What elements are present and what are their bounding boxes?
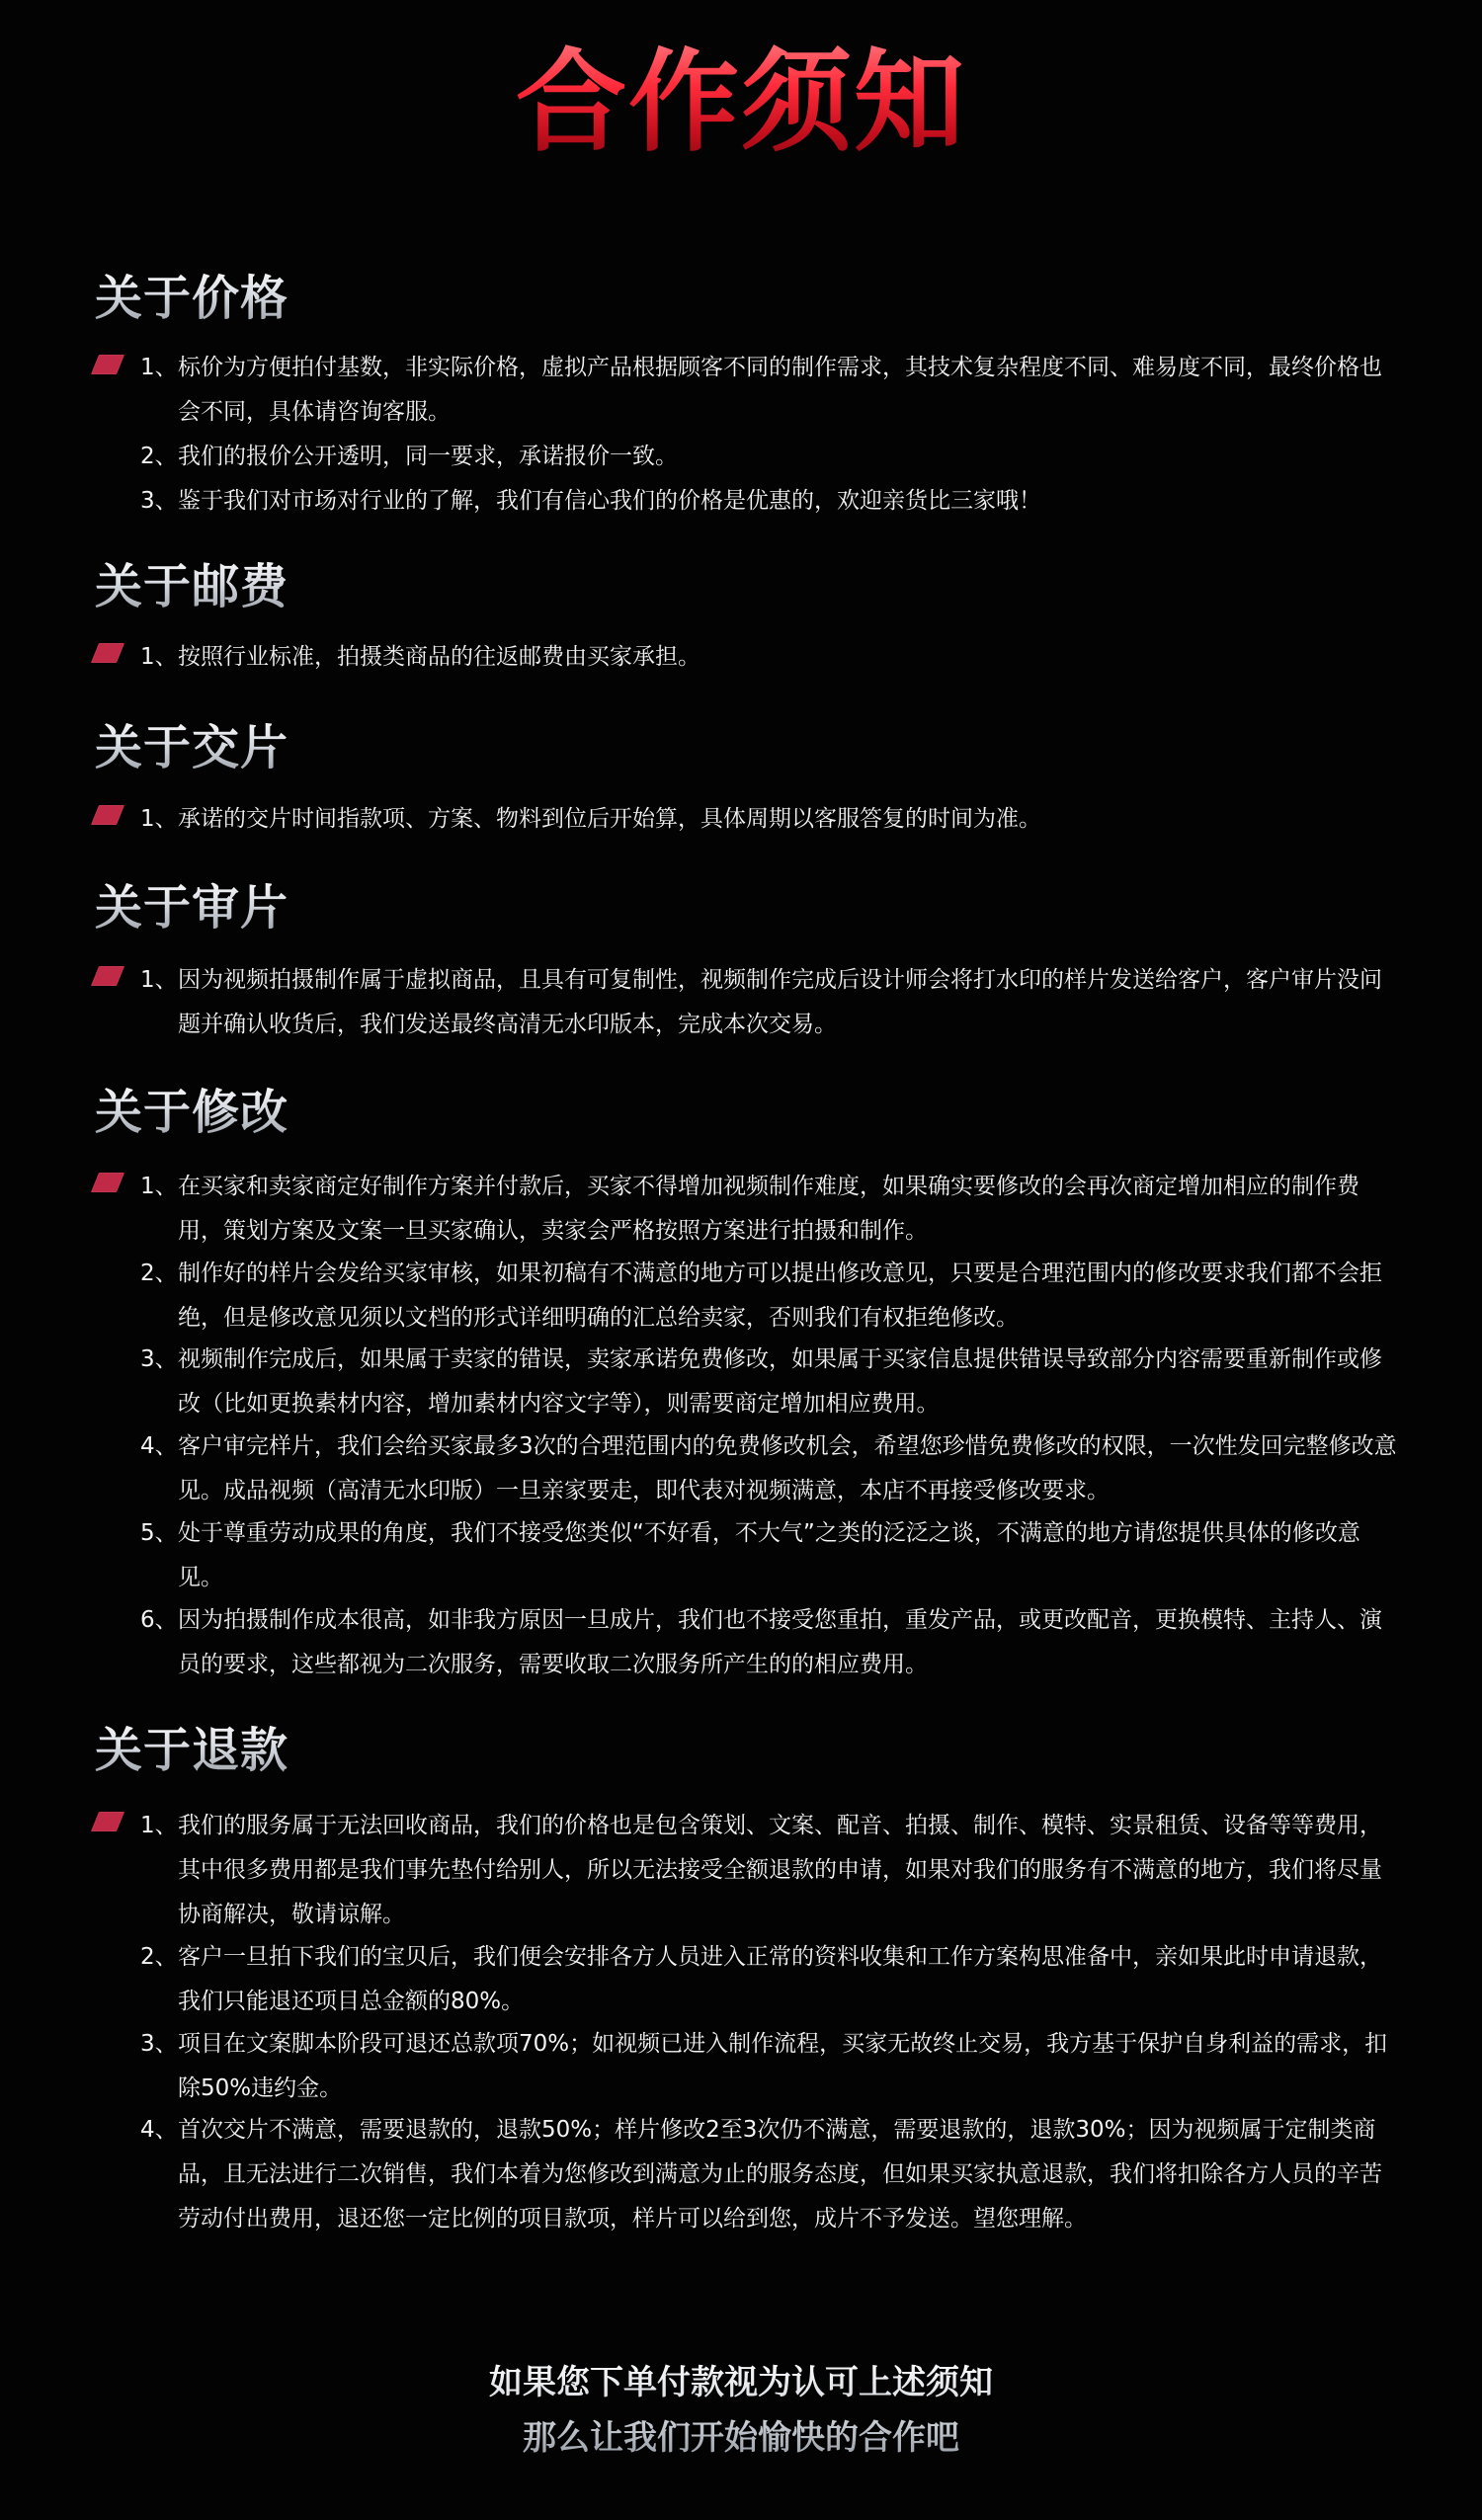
item-number: 1、 <box>140 355 178 380</box>
item-number: 5、 <box>140 1520 178 1546</box>
list-item <box>140 2022 1397 2111</box>
item-number: 4、 <box>140 1433 178 1459</box>
section-title-shipping: 关于邮费 <box>95 553 288 620</box>
item-text: 承诺的交片时间指款项、方案、物料到位后开始算，具体周期以客服答复的时间为准。 <box>178 806 1041 832</box>
item-text: 标价为方便拍付基数，非实际价格，虚拟产品根据顾客不同的制作需求，其技术复杂程度不同、难易度不同，最终价格也会不同，具体请咨询客服。 <box>178 355 1382 425</box>
item-text: 我们的服务属于无法回收商品，我们的价格也是包含策划、文案、配音、拍摄、制作、模特、实景租赁、设备等等费用，其中很多费用都是我们事先垫付给别人，所以无法接受全额退款的申请，如果对我们的服务有不满意的地方，我们将尽量协商解决，敬请谅解。 <box>178 1813 1382 1927</box>
item-number: 3、 <box>140 488 178 514</box>
footer-line-1: 如果您下单付款视为认可上述须知 <box>489 2363 993 2402</box>
item-number: 3、 <box>140 1346 178 1372</box>
section-title-delivery: 关于交片 <box>95 714 288 781</box>
footer-note <box>0 2355 1482 2466</box>
bullet-marker <box>91 355 124 374</box>
item-text: 制作好的样片会发给买家审核，如果初稿有不满意的地方可以提出修改意见，只要是合理范围内的修改要求我们都不会拒绝，但是修改意见须以文档的形式详细明确的汇总给卖家，否则我们有权拒绝修改。 <box>178 1260 1382 1331</box>
item-text: 因为视频拍摄制作属于虚拟商品，且具有可复制性，视频制作完成后设计师会将打水印的样片发送给客户，客户审片没问题并确认收货后，我们发送最终高清无水印版本，完成本次交易。 <box>178 967 1382 1037</box>
item-text: 按照行业标准，拍摄类商品的往返邮费由买家承担。 <box>178 644 700 670</box>
item-number: 1、 <box>140 644 178 670</box>
item-number: 1、 <box>140 967 178 993</box>
section-title-price: 关于价格 <box>95 265 288 332</box>
list-item <box>140 346 1397 435</box>
item-text: 鉴于我们对市场对行业的了解，我们有信心我们的价格是优惠的，欢迎亲货比三家哦！ <box>178 488 1041 514</box>
item-text: 客户一旦拍下我们的宝贝后，我们便会安排各方人员进入正常的资料收集和工作方案构思准备中，亲如果此时申请退款，我们只能退还项目总金额的80%。 <box>178 1944 1382 2014</box>
list-item <box>140 2108 1397 2241</box>
item-text: 我们的报价公开透明，同一要求，承诺报价一致。 <box>178 444 678 469</box>
item-number: 1、 <box>140 1174 178 1199</box>
page-title: 合作须知 <box>0 34 1482 172</box>
list-item <box>140 958 1397 1047</box>
item-text: 在买家和卖家商定好制作方案并付款后，买家不得增加视频制作难度，如果确实要修改的会再次商定增加相应的制作费用，策划方案及文案一旦买家确认，卖家会严格按照方案进行拍摄和制作。 <box>178 1174 1359 1244</box>
list-item <box>140 1511 1397 1600</box>
item-number: 1、 <box>140 806 178 832</box>
item-text: 首次交片不满意，需要退款的，退款50%；样片修改2至3次仍不满意，需要退款的，退款30%；因为视频属于定制类商品，且无法进行二次销售，我们本着为您修改到满意为止的服务态度，但如果买家执意退款，我们将扣除各方人员的辛苦劳动付出费用，退还您一定比例的项目款项，样片可以给到您，成片不予发送。望您理解。 <box>178 2117 1382 2232</box>
bullet-marker <box>91 643 124 663</box>
item-text: 处于尊重劳动成果的角度，我们不接受您类似“不好看，不大气”之类的泛泛之谈，不满意的地方请您提供具体的修改意见。 <box>178 1520 1360 1590</box>
item-number: 1、 <box>140 1813 178 1838</box>
item-number: 2、 <box>140 1944 178 1970</box>
list-item <box>140 1804 1397 1937</box>
item-text: 因为拍摄制作成本很高，如非我方原因一旦成片，我们也不接受您重拍，重发产品，或更改配音，更换模特、主持人、演员的要求，这些都视为二次服务，需要收取二次服务所产生的的相应费用。 <box>178 1607 1382 1677</box>
list-item <box>140 635 1397 680</box>
list-item <box>140 1598 1397 1687</box>
list-item <box>140 1935 1397 2024</box>
section-title-refund: 关于退款 <box>95 1717 288 1784</box>
list-item <box>140 479 1397 524</box>
list-item <box>140 1338 1397 1426</box>
bullet-marker <box>91 1812 124 1831</box>
section-title-review: 关于审片 <box>95 874 288 941</box>
item-text: 项目在文案脚本阶段可退还总款项70%；如视频已进入制作流程，买家无故终止交易，我方基于保护自身利益的需求，扣除50%违约金。 <box>178 2031 1388 2101</box>
list-item <box>140 797 1397 842</box>
item-number: 3、 <box>140 2031 178 2057</box>
bullet-marker <box>91 805 124 825</box>
item-number: 2、 <box>140 444 178 469</box>
item-number: 4、 <box>140 2117 178 2143</box>
section-title-revision: 关于修改 <box>95 1079 288 1146</box>
item-text: 视频制作完成后，如果属于卖家的错误，卖家承诺免费修改，如果属于买家信息提供错误导致部分内容需要重新制作或修改（比如更换素材内容，增加素材内容文字等），则需要商定增加相应费用。 <box>178 1346 1382 1417</box>
bullet-marker <box>91 1173 124 1192</box>
list-item <box>140 1252 1397 1341</box>
item-number: 2、 <box>140 1260 178 1286</box>
list-item <box>140 435 1397 479</box>
bullet-marker <box>91 966 124 986</box>
item-text: 客户审完样片，我们会给买家最多3次的合理范围内的免费修改机会，希望您珍惜免费修改的权限，一次性发回完整修改意见。成品视频（高清无水印版）一旦亲家要走，即代表对视频满意，本店不再接受修改要求。 <box>178 1433 1397 1504</box>
list-item <box>140 1424 1397 1513</box>
footer-line-2: 那么让我们开始愉快的合作吧 <box>523 2418 959 2458</box>
list-item <box>140 1165 1397 1254</box>
item-number: 6、 <box>140 1607 178 1633</box>
